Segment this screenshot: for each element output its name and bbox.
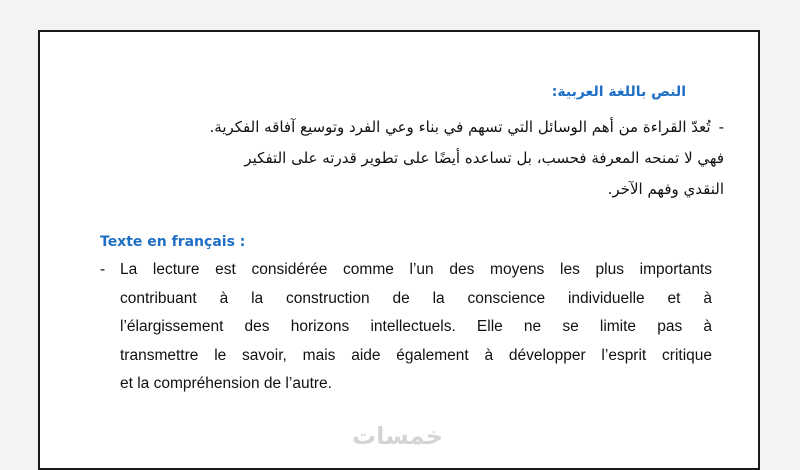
arabic-section-heading: النص باللغة العربية: bbox=[551, 84, 686, 100]
arabic-line: النقدي وفهم الآخر. bbox=[607, 180, 724, 198]
arabic-bullet: - bbox=[718, 118, 724, 136]
french-line: transmettre le savoir, mais aide également à développer l’esprit critique bbox=[120, 346, 712, 364]
document-page bbox=[38, 30, 760, 470]
watermark-logo: خمسات bbox=[352, 422, 443, 450]
arabic-line: فهي لا تمنحه المعرفة فحسب، بل تساعده أيضًا على تطوير قدرته على التفكير bbox=[244, 149, 724, 167]
arabic-paragraph bbox=[98, 112, 724, 205]
arabic-line: -تُعدّ القراءة من أهم الوسائل التي تسهم في بناء وعي الفرد وتوسيع آفاقه الفكرية. bbox=[209, 118, 724, 136]
french-section-heading: Texte en français : bbox=[100, 234, 246, 250]
french-bullet: - bbox=[100, 261, 106, 278]
french-line: - La lecture est considérée comme l’un des moyens les plus importants bbox=[100, 256, 712, 285]
french-line: l’élargissement des horizons intellectuels. Elle ne se limite pas à bbox=[120, 318, 712, 335]
french-line: contribuant à la construction de la conscience individuelle et à bbox=[120, 289, 712, 307]
french-line: et la compréhension de l’autre. bbox=[120, 375, 332, 392]
french-paragraph bbox=[100, 256, 712, 399]
